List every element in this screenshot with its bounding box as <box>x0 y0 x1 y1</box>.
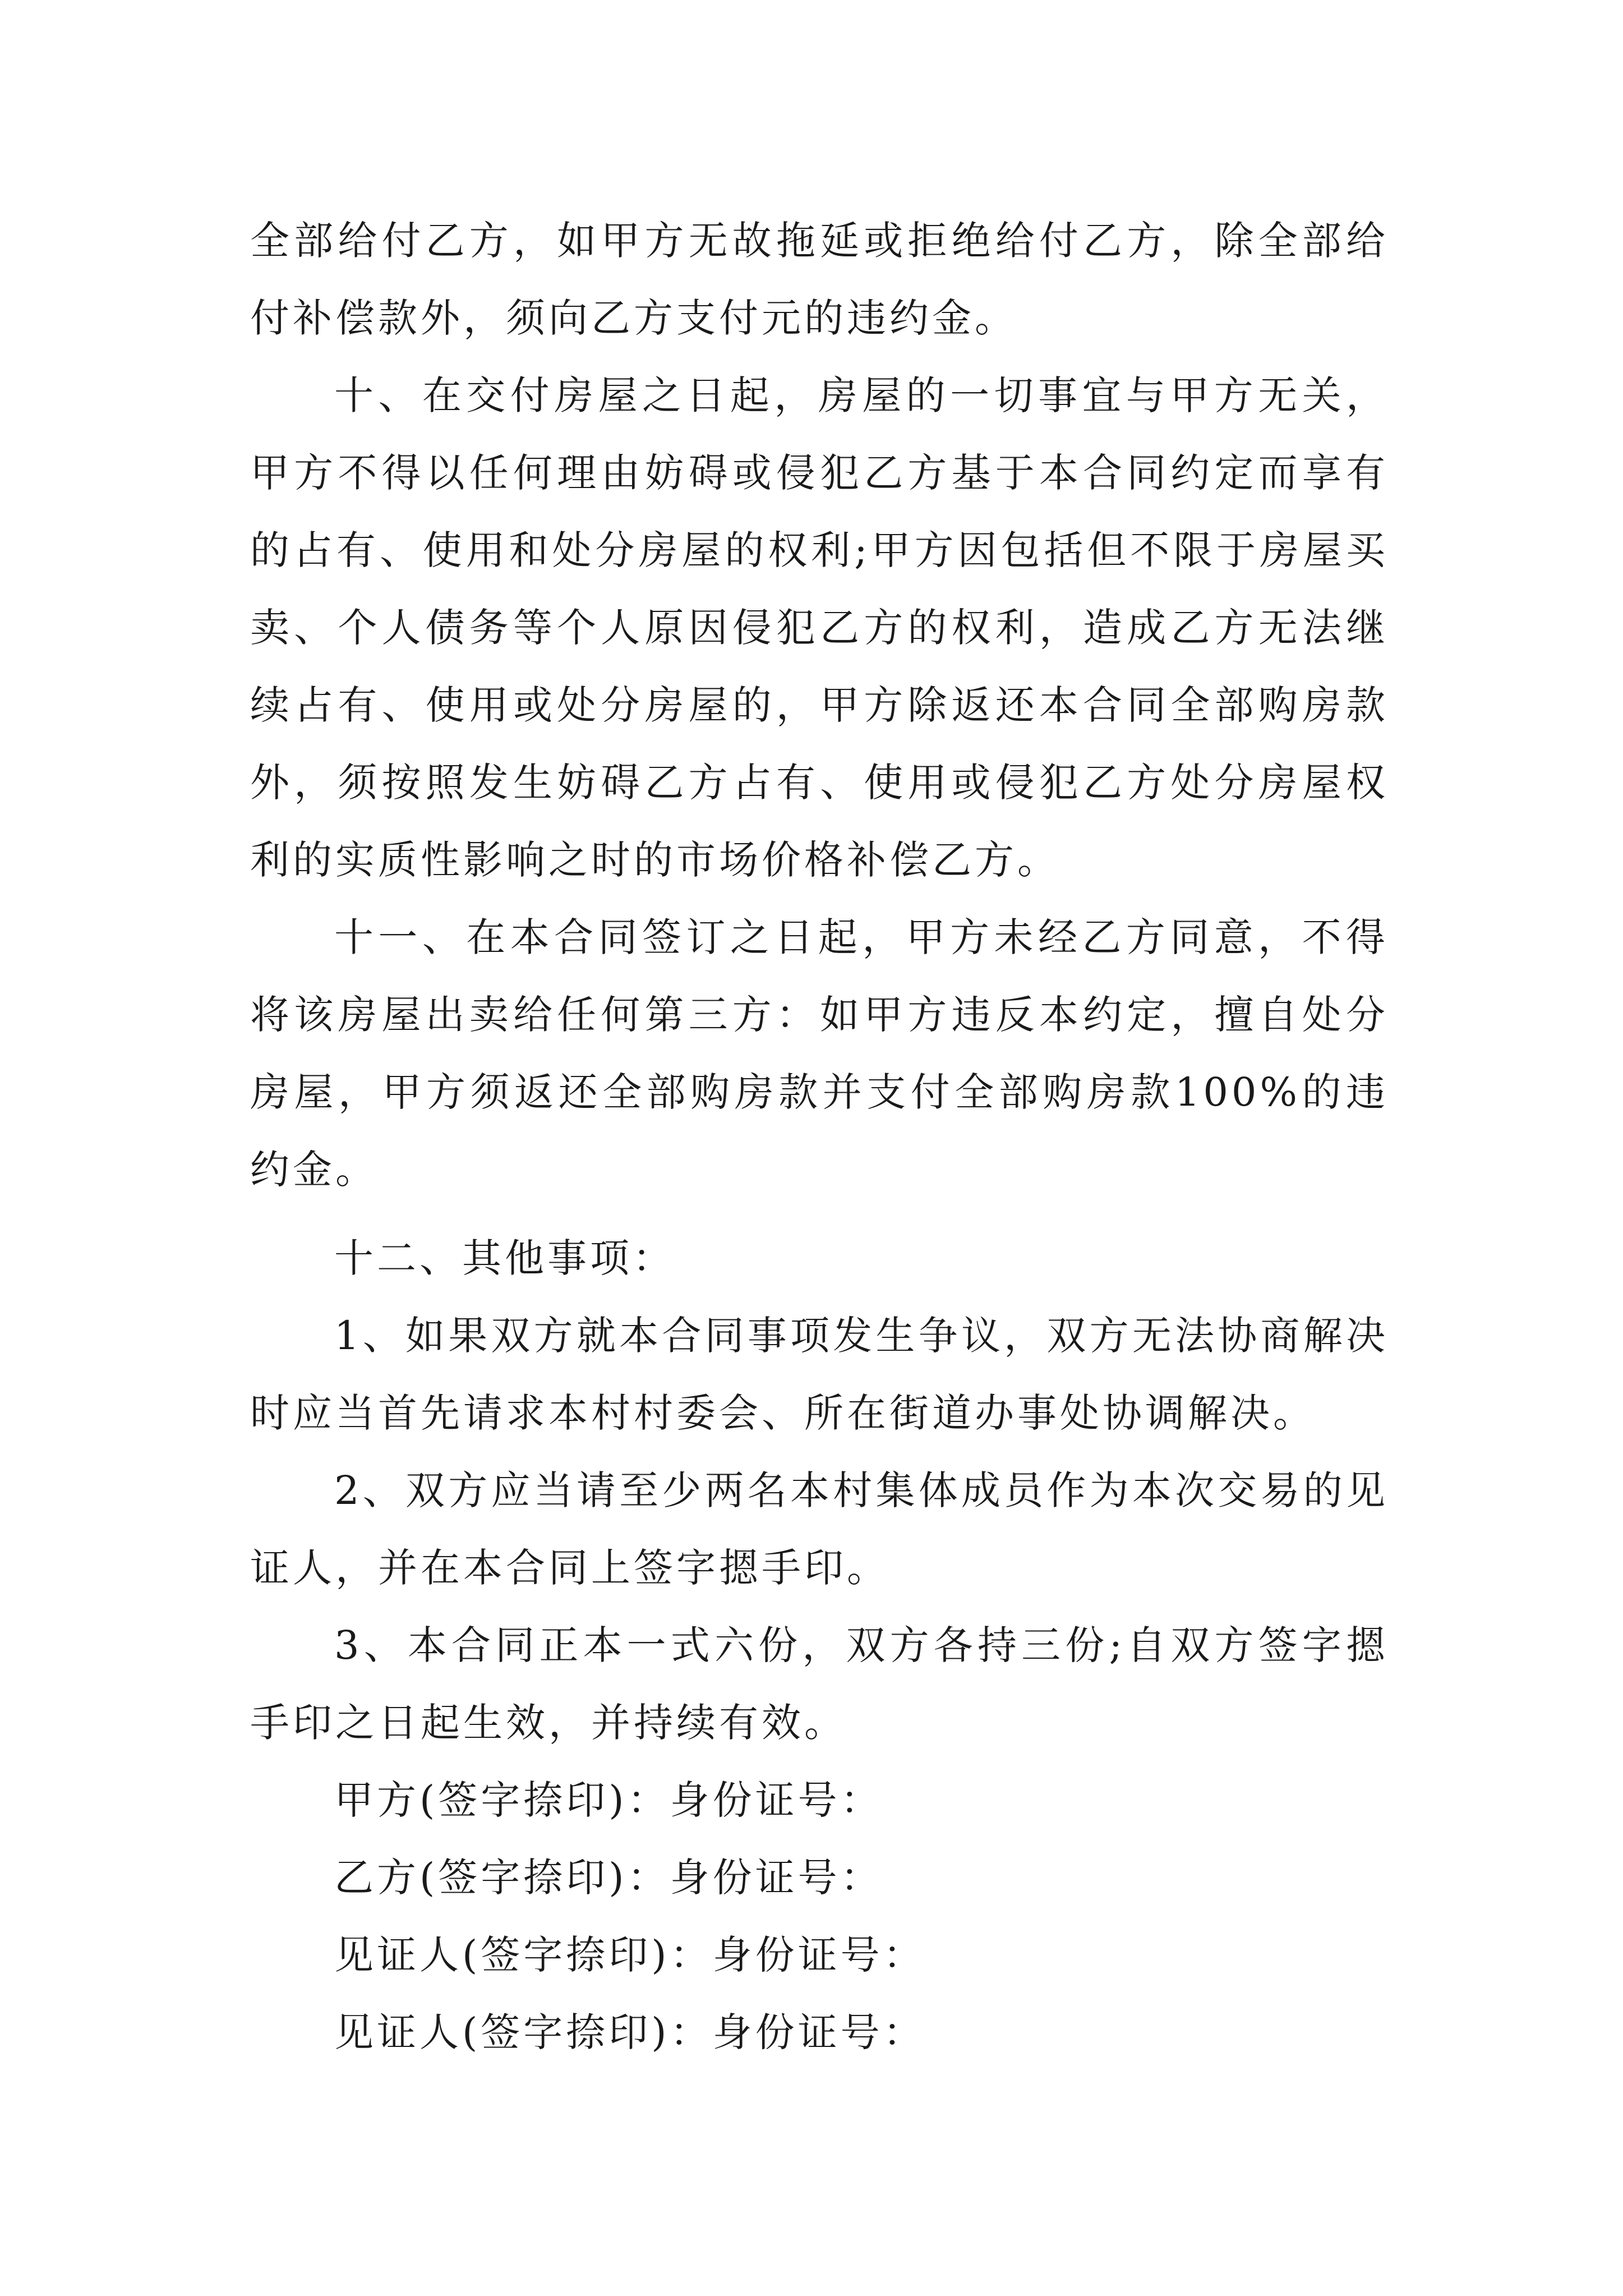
paragraph-clause-11: 十一、在本合同签订之日起，甲方未经乙方同意，不得将该房屋出卖给任何第三方：如甲方违反本约定，擅自处分房屋，甲方须返还全部购房款并支付全部购房款100%的违约金。 <box>250 914 1389 1193</box>
signature-line-witness-2: 见证人(签字捺印)：身份证号： <box>334 2009 926 2055</box>
paragraph-item-3: 3、本合同正本一式六份，双方各持三份;自双方签字摁手印之日起生效，并持续有效。 <box>250 1622 1389 1746</box>
paragraph-continuation: 全部给付乙方，如甲方无故拖延或拒绝给付乙方，除全部给付补偿款外，须向乙方支付元的违约金。 <box>250 218 1389 341</box>
signature-line-party-a: 甲方(签字捺印)：身份证号： <box>334 1777 883 1823</box>
signature-line-party-b: 乙方(签字捺印)：身份证号： <box>334 1855 883 1901</box>
paragraph-item-2: 2、双方应当请至少两名本村集体成员作为本次交易的见证人，并在本合同上签字摁手印。 <box>250 1467 1389 1591</box>
document-body <box>250 202 1389 2071</box>
signature-line-witness-1: 见证人(签字捺印)：身份证号： <box>334 1932 926 1978</box>
paragraph-clause-10: 十、在交付房屋之日起，房屋的一切事宜与甲方无关，甲方不得以任何理由妨碍或侵犯乙方基于本合同约定而享有的占有、使用和处分房屋的权利;甲方因包括但不限于房屋买卖、个人债务等个人原因侵犯乙方的权利，造成乙方无法继续占有、使用或处分房屋的，甲方除返还本合同全部购房款外，须按照发生妨碍乙方占有、使用或侵犯乙方处分房屋权利的实质性影响之时的市场价格补偿乙方。 <box>250 372 1389 883</box>
paragraph-item-1: 1、如果双方就本合同事项发生争议，双方无法协商解决时应当首先请求本村村委会、所在街道办事处协调解决。 <box>250 1313 1389 1436</box>
paragraph-clause-12-heading: 十二、其他事项： <box>334 1235 675 1281</box>
